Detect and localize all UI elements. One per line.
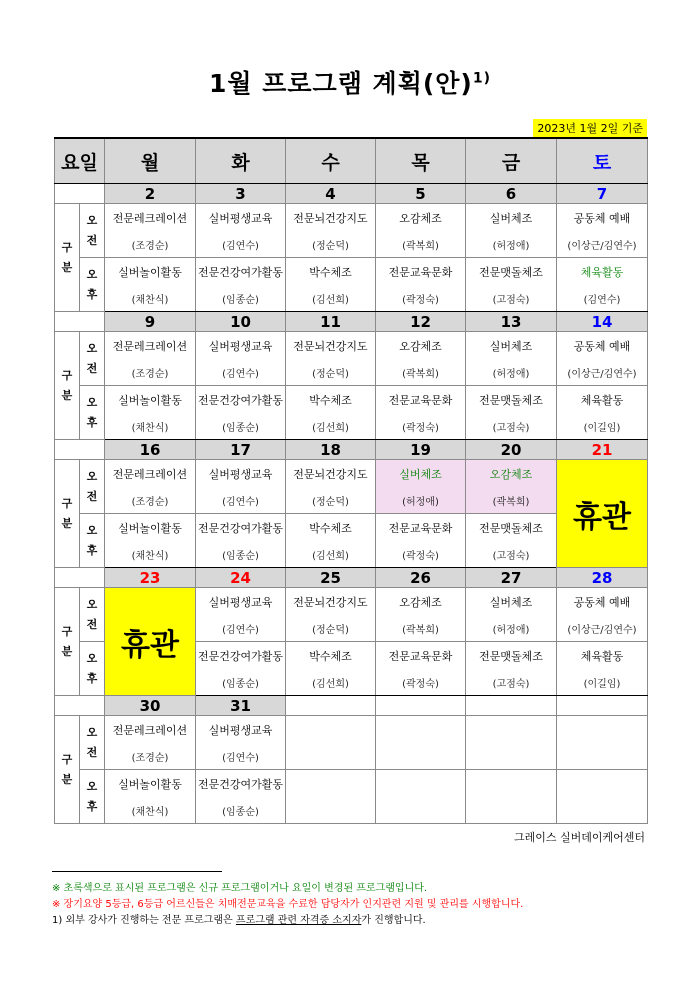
program-name: 전문교육문화 xyxy=(376,514,466,543)
program-calendar xyxy=(54,137,648,824)
program-name: 전문교육문화 xyxy=(376,386,466,415)
program-name: 실버놀이활동 xyxy=(105,514,196,543)
pm-label: 오 후 xyxy=(80,770,105,824)
week-2-date-row xyxy=(55,312,648,332)
instructor-name: (고점숙) xyxy=(466,542,557,568)
basis-date: 2023년 1월 2일 기준 xyxy=(533,119,647,137)
division-label: 구 분 xyxy=(55,332,80,440)
instructor-name: (임종순) xyxy=(196,542,286,568)
program-name: 전문레크레이션 xyxy=(105,332,196,361)
program-name: 박수체조 xyxy=(286,642,376,671)
instructor-name: (이상근/김연수) xyxy=(557,360,648,386)
am-label: 오 전 xyxy=(80,588,105,642)
instructor-name: (이길임) xyxy=(557,414,648,440)
program-name: 실버놀이활동 xyxy=(105,386,196,415)
instructor-name: (조경순) xyxy=(105,488,196,514)
instructor-name: (김연수) xyxy=(196,488,286,514)
program-name: 전문건강여가활동 xyxy=(196,642,286,671)
am-label: 오 전 xyxy=(80,332,105,386)
week-4-date-row xyxy=(55,568,648,588)
program-name: 전문교육문화 xyxy=(376,258,466,287)
empty-cell xyxy=(376,770,466,824)
empty-cell xyxy=(557,716,648,770)
weekday-tue: 화 xyxy=(196,138,286,184)
page-title: 1월 프로그램 계획(안)$^{1)}$ xyxy=(209,69,491,98)
instructor-name-new: (김연수) xyxy=(557,286,648,312)
date-cell: 5 xyxy=(376,184,466,204)
instructor-name: (임종순) xyxy=(196,798,286,824)
day-label: 요일 xyxy=(55,138,105,184)
pm-label: 오 후 xyxy=(80,258,105,312)
date-cell: 13 xyxy=(466,312,557,332)
program-name: 실버평생교육 xyxy=(196,332,286,361)
date-cell: 7 xyxy=(557,184,648,204)
program-name: 전문뇌건강지도 xyxy=(286,204,376,233)
date-cell: 14 xyxy=(557,312,648,332)
program-name: 박수체조 xyxy=(286,386,376,415)
program-name: 체육활동 xyxy=(557,642,648,671)
week-5-date-row xyxy=(55,696,648,716)
weekday-header-row xyxy=(55,138,648,184)
division-label: 구 분 xyxy=(55,716,80,824)
instructor-name: (정순덕) xyxy=(286,232,376,258)
instructor-name: (고점숙) xyxy=(466,670,557,696)
program-name: 전문맷돌체조 xyxy=(466,386,557,415)
program-name: 실버평생교육 xyxy=(196,204,286,233)
instructor-name: (김선희) xyxy=(286,670,376,696)
date-cell: 12 xyxy=(376,312,466,332)
empty-cell xyxy=(557,770,648,824)
date-cell: 30 xyxy=(105,696,196,716)
weekday-fri: 금 xyxy=(466,138,557,184)
weekday-mon: 월 xyxy=(105,138,196,184)
closed-cell: 휴관 xyxy=(105,588,196,696)
instructor-name-changed: (곽복희) xyxy=(466,488,557,514)
weekday-wed: 수 xyxy=(286,138,376,184)
date-cell: 4 xyxy=(286,184,376,204)
program-name: 공동체 예배 xyxy=(557,204,648,233)
weekday-thu: 목 xyxy=(376,138,466,184)
program-name: 실버놀이활동 xyxy=(105,258,196,287)
instructor-name: (임종순) xyxy=(196,670,286,696)
program-name: 실버평생교육 xyxy=(196,716,286,745)
instructor-name: (이길임) xyxy=(557,670,648,696)
empty-cell xyxy=(376,716,466,770)
empty-cell xyxy=(286,770,376,824)
program-name: 실버놀이활동 xyxy=(105,770,196,799)
instructor-name: (곽복희) xyxy=(376,616,466,642)
instructor-name: (김선희) xyxy=(286,286,376,312)
instructor-name: (김선희) xyxy=(286,542,376,568)
note-new-program: ※ 초록색으로 표시된 프로그램은 신규 프로그램이거나 요일이 변경된 프로그램입니다. xyxy=(52,883,428,894)
program-name: 전문뇌건강지도 xyxy=(286,588,376,617)
am-label: 오 전 xyxy=(80,204,105,258)
pm-label: 오 후 xyxy=(80,386,105,440)
program-name: 오감체조 xyxy=(376,588,466,617)
program-name: 실버체조 xyxy=(466,332,557,361)
program-name: 실버평생교육 xyxy=(196,460,286,489)
instructor-name: (이상근/김연수) xyxy=(557,232,648,258)
division-label: 구 분 xyxy=(55,460,80,568)
instructor-name: (고점숙) xyxy=(466,414,557,440)
am-label: 오 전 xyxy=(80,716,105,770)
program-name-changed: 실버체조 xyxy=(376,460,466,489)
date-cell: 16 xyxy=(105,440,196,460)
instructor-name: (조경순) xyxy=(105,744,196,770)
program-name: 전문뇌건강지도 xyxy=(286,460,376,489)
instructor-name: (허정애) xyxy=(466,360,557,386)
empty-cell xyxy=(286,716,376,770)
program-name: 전문맷돌체조 xyxy=(466,258,557,287)
instructor-name: (김선희) xyxy=(286,414,376,440)
pm-label: 오 후 xyxy=(80,642,105,696)
closed-cell: 휴관 xyxy=(557,460,648,568)
date-cell: 19 xyxy=(376,440,466,460)
instructor-name: (정순덕) xyxy=(286,360,376,386)
program-name-new: 체육활동 xyxy=(557,258,648,287)
date-cell: 25 xyxy=(286,568,376,588)
instructor-name: (채찬식) xyxy=(105,414,196,440)
program-name: 전문건강여가활동 xyxy=(196,514,286,543)
program-name: 박수체조 xyxy=(286,514,376,543)
instructor-name: (이상근/김연수) xyxy=(557,616,648,642)
footnote-divider xyxy=(52,871,222,872)
program-name: 실버체조 xyxy=(466,204,557,233)
pm-label: 오 후 xyxy=(80,514,105,568)
week-1-date-row xyxy=(55,184,648,204)
date-cell: 10 xyxy=(196,312,286,332)
instructor-name: (곽복희) xyxy=(376,232,466,258)
instructor-name: (김연수) xyxy=(196,616,286,642)
program-name: 오감체조 xyxy=(376,332,466,361)
division-label: 구 분 xyxy=(55,588,80,696)
date-cell-holiday: 24 xyxy=(196,568,286,588)
date-cell: 9 xyxy=(105,312,196,332)
instructor-name: (조경순) xyxy=(105,232,196,258)
date-cell: 11 xyxy=(286,312,376,332)
program-name: 전문레크레이션 xyxy=(105,204,196,233)
date-cell: 17 xyxy=(196,440,286,460)
date-cell: 28 xyxy=(557,568,648,588)
instructor-name: (조경순) xyxy=(105,360,196,386)
instructor-name: (채찬식) xyxy=(105,798,196,824)
instructor-name: (김연수) xyxy=(196,744,286,770)
program-name-changed: 오감체조 xyxy=(466,460,557,489)
instructor-name: (임종순) xyxy=(196,414,286,440)
center-name: 그레이스 실버데이케어센터 xyxy=(513,831,645,844)
instructor-name: (곽복희) xyxy=(376,360,466,386)
program-name: 실버평생교육 xyxy=(196,588,286,617)
instructor-name: (김연수) xyxy=(196,232,286,258)
note-grade: ※ 장기요양 5등급, 6등급 어르신들은 치매전문교육을 수료한 담당자가 인지관련 지원 및 관리를 시행합니다. xyxy=(52,899,524,910)
program-name: 공동체 예배 xyxy=(557,588,648,617)
program-name: 전문레크레이션 xyxy=(105,716,196,745)
weekday-sat: 토 xyxy=(557,138,648,184)
title-footnote: 1) xyxy=(472,70,491,87)
date-cell: 18 xyxy=(286,440,376,460)
instructor-name: (정순덕) xyxy=(286,616,376,642)
date-cell: 2 xyxy=(105,184,196,204)
program-name: 전문건강여가활동 xyxy=(196,258,286,287)
footnote-1: 1) 외부 강사가 진행하는 전문 프로그램은 프로그램 관련 자격증 소지자가 진행합니다. xyxy=(52,915,426,926)
instructor-name: (곽정숙) xyxy=(376,414,466,440)
instructor-name: (김연수) xyxy=(196,360,286,386)
instructor-name: (임종순) xyxy=(196,286,286,312)
program-name: 전문뇌건강지도 xyxy=(286,332,376,361)
program-name: 전문맷돌체조 xyxy=(466,642,557,671)
program-name: 실버체조 xyxy=(466,588,557,617)
week-3-date-row xyxy=(55,440,648,460)
program-name: 박수체조 xyxy=(286,258,376,287)
program-name: 전문레크레이션 xyxy=(105,460,196,489)
division-label: 구 분 xyxy=(55,204,80,312)
instructor-name: (허정애) xyxy=(466,616,557,642)
instructor-name: (채찬식) xyxy=(105,542,196,568)
date-cell: 20 xyxy=(466,440,557,460)
instructor-name: (정순덕) xyxy=(286,488,376,514)
instructor-name: (곽정숙) xyxy=(376,286,466,312)
date-cell: 6 xyxy=(466,184,557,204)
instructor-name: (고점숙) xyxy=(466,286,557,312)
date-cell: 26 xyxy=(376,568,466,588)
instructor-name: (채찬식) xyxy=(105,286,196,312)
program-name: 오감체조 xyxy=(376,204,466,233)
empty-cell xyxy=(466,770,557,824)
program-name: 전문교육문화 xyxy=(376,642,466,671)
program-name: 전문건강여가활동 xyxy=(196,770,286,799)
instructor-name: (곽정숙) xyxy=(376,670,466,696)
instructor-name-changed: (허정애) xyxy=(376,488,466,514)
date-cell-holiday: 23 xyxy=(105,568,196,588)
date-cell-holiday: 21 xyxy=(557,440,648,460)
instructor-name: (허정애) xyxy=(466,232,557,258)
empty-cell xyxy=(466,716,557,770)
program-name: 전문건강여가활동 xyxy=(196,386,286,415)
date-cell: 27 xyxy=(466,568,557,588)
program-name: 공동체 예배 xyxy=(557,332,648,361)
am-label: 오 전 xyxy=(80,460,105,514)
program-name: 전문맷돌체조 xyxy=(466,514,557,543)
date-cell: 31 xyxy=(196,696,286,716)
instructor-name: (곽정숙) xyxy=(376,542,466,568)
program-name: 체육활동 xyxy=(557,386,648,415)
date-cell: 3 xyxy=(196,184,286,204)
